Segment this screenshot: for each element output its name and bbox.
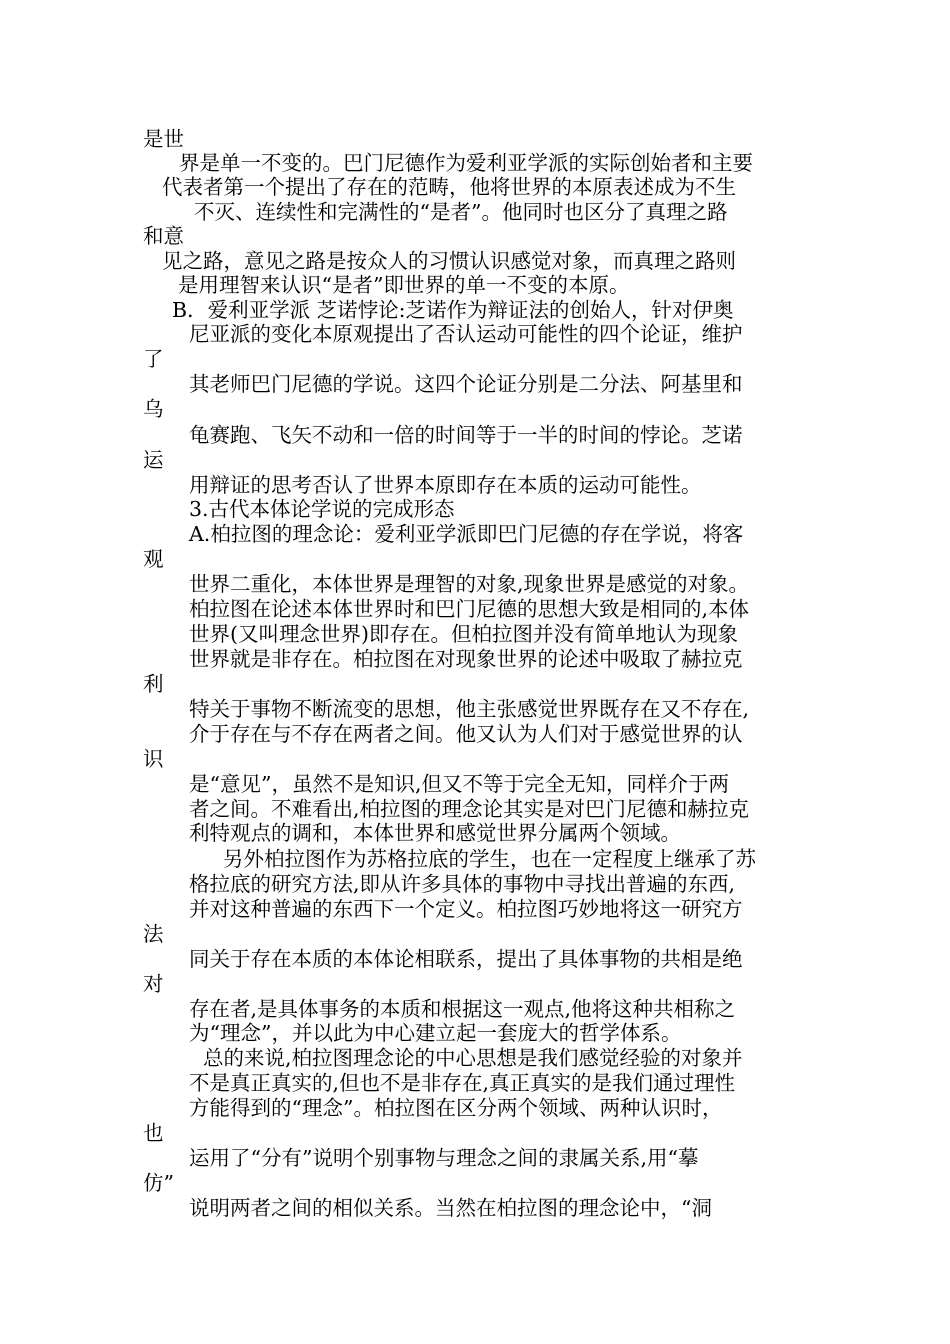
- text-line: 不灭、连续性和完满性的“是者”。他同时也区分了真理之路: [194, 200, 728, 224]
- text-line: 柏拉图在论述本体世界时和巴门尼德的思想大致是相同的,本体: [189, 597, 750, 621]
- text-line: 也: [143, 1121, 164, 1145]
- text-line: 界是单一不变的。巴门尼德作为爱利亚学派的实际创始者和主要: [179, 151, 753, 175]
- text-line: 是世: [143, 127, 184, 151]
- text-line: 观: [143, 547, 164, 571]
- text-line: 和意: [143, 224, 184, 248]
- text-line: 法: [143, 922, 164, 946]
- text-line: 尼亚派的变化本原观提出了否认运动可能性的四个论证，维护: [189, 322, 743, 346]
- text-line: 同关于存在本质的本体论相联系，提出了具体事物的共相是绝: [189, 947, 743, 971]
- text-line: 是用理智来认识“是者”即世界的单一不变的本原。: [178, 273, 630, 297]
- text-line: 者之间。不难看出,柏拉图的理念论其实是对巴门尼德和赫拉克: [189, 797, 750, 821]
- text-line: 仿”: [143, 1171, 174, 1195]
- text-line: 利: [143, 672, 164, 696]
- text-line: 并对这种普遍的东西下一个定义。柏拉图巧妙地将这一研究方: [189, 897, 743, 921]
- text-line: 为“理念”，并以此为中心建立起一套庞大的哲学体系。: [189, 1021, 682, 1045]
- text-line: 格拉底的研究方法,即从许多具体的事物中寻找出普遍的东西,: [189, 872, 736, 896]
- text-line: 乌: [143, 397, 164, 421]
- text-line: 世界(又叫理念世界)即存在。但柏拉图并没有简单地认为现象: [189, 622, 738, 646]
- text-line: 了: [143, 347, 164, 371]
- text-line: 龟赛跑、飞矢不动和一倍的时间等于一半的时间的悖论。芝诺: [189, 423, 743, 447]
- text-line: 方能得到的“理念”。柏拉图在区分两个领域、两种认识时，: [189, 1096, 723, 1120]
- text-line: 总的来说,柏拉图理念论的中心思想是我们感觉经验的对象并: [203, 1046, 743, 1070]
- text-line: 说明两者之间的相似关系。当然在柏拉图的理念论中，“洞: [189, 1196, 712, 1220]
- text-line: 另外柏拉图作为苏格拉底的学生，也在一定程度上继承了苏: [223, 847, 756, 871]
- text-line: 运: [143, 448, 164, 472]
- text-line: 运用了“分有”说明个别事物与理念之间的隶属关系,用“摹: [189, 1146, 699, 1170]
- text-line: 用辩证的思考否认了世界本原即存在本质的运动可能性。: [189, 473, 702, 497]
- text-line: 世界二重化，本体世界是理智的对象,现象世界是感觉的对象。: [189, 572, 750, 596]
- text-line: 代表者第一个提出了存在的范畴，他将世界的本原表述成为不生: [162, 175, 736, 199]
- text-line: 是“意见”，虽然不是知识,但又不等于完全无知，同样介于两: [189, 772, 729, 796]
- text-line: 存在者,是具体事务的本质和根据这一观点,他将这种共相称之: [189, 997, 736, 1021]
- text-line: 利特观点的调和，本体世界和感觉世界分属两个领域。: [189, 821, 681, 845]
- text-line: 对: [143, 972, 164, 996]
- text-line: 介于存在与不存在两者之间。他又认为人们对于感觉世界的认: [189, 722, 743, 746]
- text-line: 不是真正真实的,但也不是非存在,真正真实的是我们通过理性: [189, 1071, 736, 1095]
- text-line: A.柏拉图的理念论：爱利亚学派即巴门尼德的存在学说，将客: [189, 522, 744, 546]
- text-line: 特关于事物不断流变的思想，他主张感觉世界既存在又不存在,: [189, 697, 750, 721]
- text-line: 其老师巴门尼德的学说。这四个论证分别是二分法、阿基里和: [189, 372, 743, 396]
- text-line: B．爱利亚学派 芝诺悖论:芝诺作为辩证法的创始人，针对伊奥: [172, 298, 734, 322]
- text-line: 世界就是非存在。柏拉图在对现象世界的论述中吸取了赫拉克: [189, 647, 743, 671]
- text-line: 3.古代本体论学说的完成形态: [189, 497, 455, 521]
- text-line: 见之路，意见之路是按众人的习惯认识感觉对象，而真理之路则: [162, 249, 736, 273]
- text-line: 识: [143, 747, 164, 771]
